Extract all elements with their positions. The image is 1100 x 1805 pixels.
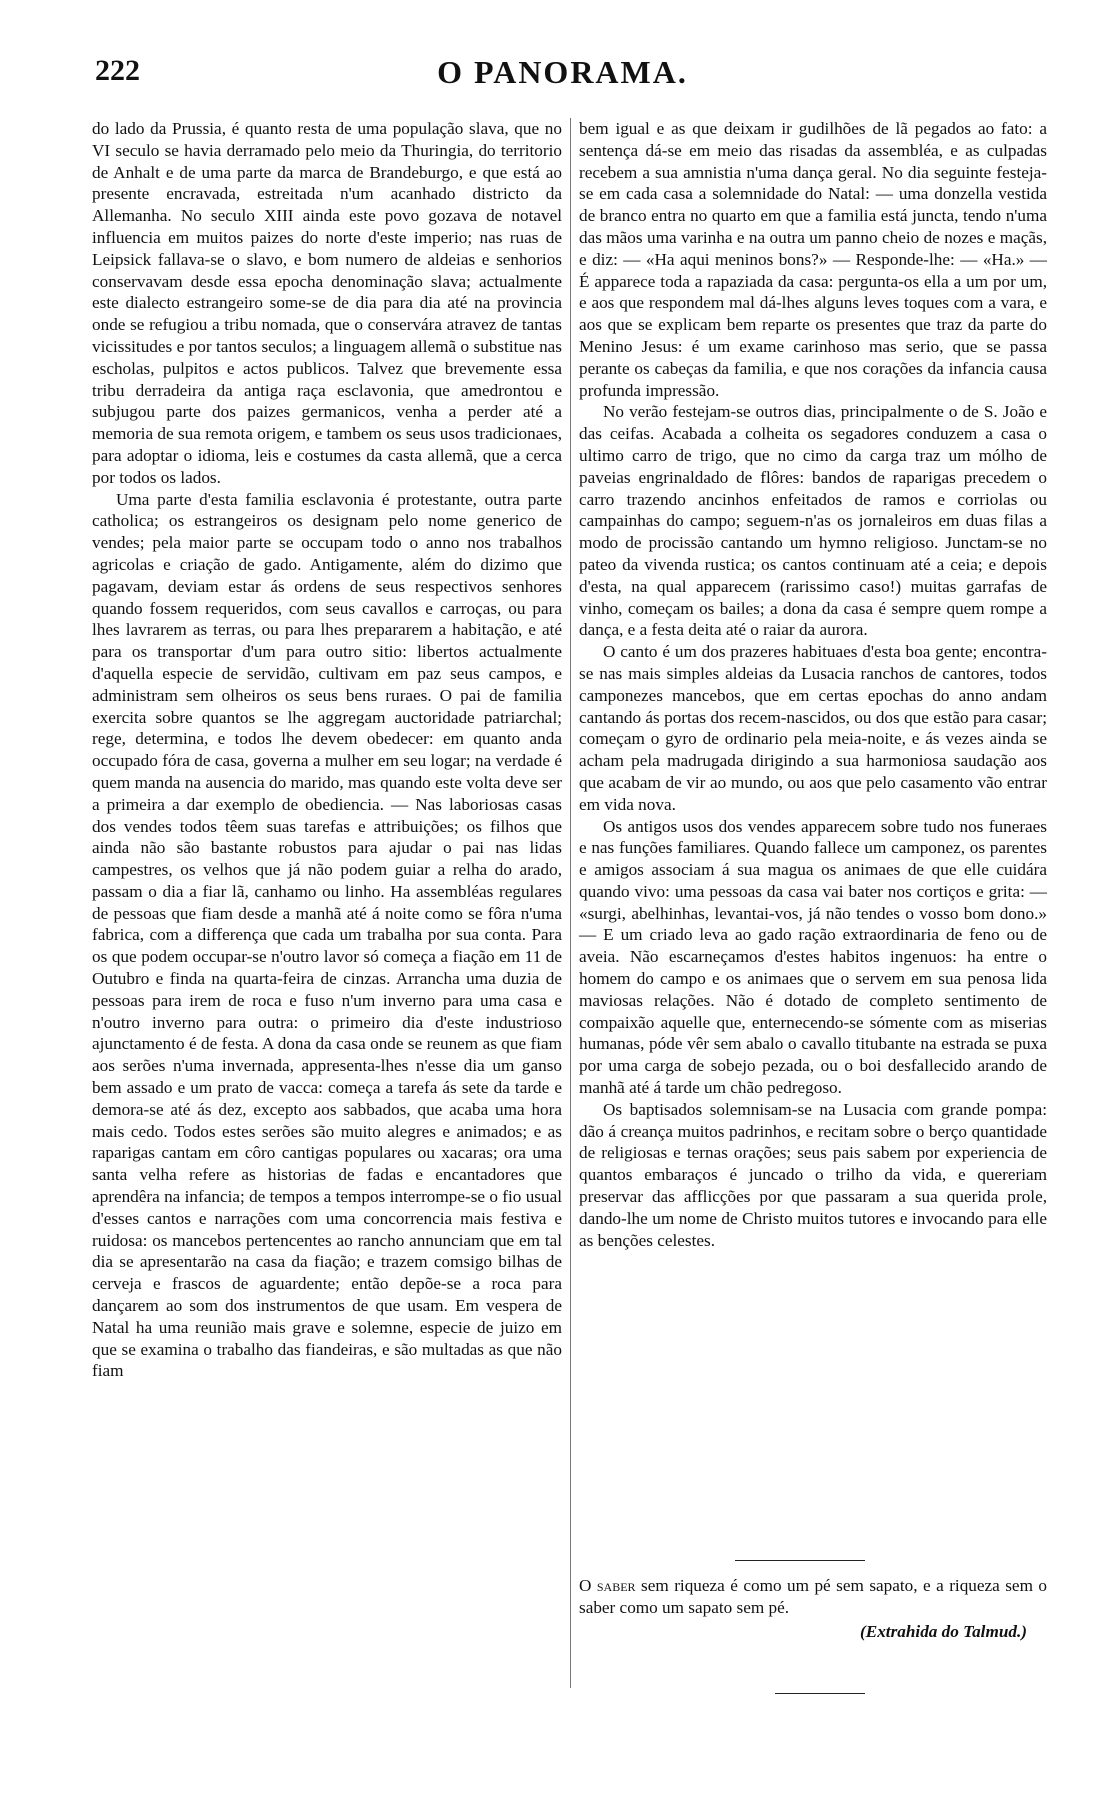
quote-body: sem riqueza é como um pé sem sapato, e a riqueza sem o saber como um sapato sem pé. [579,1576,1048,1617]
talmud-quote [579,1575,1047,1643]
left-column [92,118,562,1382]
separator-rule-bottom [775,1693,865,1694]
journal-title: O PANORAMA. [437,54,688,90]
column-divider [570,118,571,1688]
right-column [579,118,1047,1251]
page-number: 222 [95,54,140,87]
paragraph: do lado da Prussia, é quanto resta de uma população slava, que no VI seculo se havia derramado pelo meio da Thuringia, do territorio de Anhalt e de uma parte da marca de Brandeburgo, e que está ao presente encravada, estreitada n'um acanhado districto da Allemanha. No seculo XIII ainda este povo gozava de notavel influencia em muitos paizes do norte d'este imperio; nas ruas de Leipsick fallava-se o slavo, e bom numero de aldeias e senhorios conservavam desde essa epocha denominação slava; actualmente este dialecto estrangeiro some-se de dia para dia até na provincia onde se refugiou a tribu nomada, que o conservára atravez de tantas vicissitudes e por tantos seculos; a linguagem allemã o substitue nas escholas, pulpitos e actos publicos. Talvez que brevemente essa tribu derradeira da antiga raça esclavonia, que amedrontou e subjugou parte dos paizes germanicos, venha a perder até a memoria de sua remota origem, e tambem os seus usos tradicionaes, para adoptar o idioma, leis e costumes da casta allemã, que a cerca por todos os lados. [92,119,562,487]
paragraph: Uma parte d'esta familia esclavonia é protestante, outra parte catholica; os estrangeiros os designam pelo nome generico de vendes; pela maior parte se occupam todo o anno nos trabalhos agricolas e criação de gado. Antigamente, além do dizimo que pagavam, deviam estar ás ordens de seus respectivos senhores quando fossem requeridos, com seus cavallos e carroças, ou para lhes lavrarem as terras, ou para lhes prepararem a habitação, e até para os transportar d'um para outro sitio: libertos actualmente d'aquella especie de servidão, cultivam em paz seus campos, e administram sem olheiros os seus bens ruraes. O pai de familia exercita sobre quantos se lhe aggregam auctoridade patriarchal; rege, determina, e todos lhe devem obedecer: em quanto anda occupado fóra de casa, governa a mulher em seu logar; na verdade é quem manda na ausencia do marido, mas quando este volta deve ser a primeira a dar exemplo de obediencia. — Nas laboriosas casas dos vendes todos têem suas tarefas e attribuições; os filhos que ainda não são bastante robustos para ajudar o pai nas lidas campestres, os velhos que já não podem guiar a relha do arado, passam o dia a fiar lã, canhamo ou linho. Ha assembléas regulares de pessoas que fiam desde a manhã até á noite como se fôra n'uma fabrica, com a differença que cada um trabalha por sua conta. Para os que podem occupar-se n'outro lavor só começa a fiação em 11 de Outubro e finda na quarta-feira de cinzas. Arrancha uma duzia de pessoas para irem de roca e fuso n'um inverno para uma casa e n'outro inverno para outra: o primeiro dia d'este industrioso ajunctamento é de festa. A dona da casa onde se reunem as que fiam aos serões n'uma invernada, appresenta-lhes n'esse dia um ganso bem assado e um prato de vacca: começa a tarefa ás sete da tarde e demora-se até ás dez, excepto aos sabbados, que acaba uma hora mais cedo. Todos estes serões são muito alegres e animados; e as raparigas cantam em côro cantigas populares ou xacaras; ora uma santa velha refere as historias de fadas e encantadores que aprendêra na infancia; de tempos a tempos interrompe-se o fio usual d'esses cantos e narrações com uma concorrencia mais festiva e ruidosa: os mancebos pertencentes ao rancho annunciam que em tal dia se apresentarão na casa da fiação; e trazem comsigo bilhas de cerveja e frascos de aguardente; então depõe-se a roca para dançarem ao som dos instrumentos de que usam. Em vespera de Natal ha uma reunião mais grave e solemne, especie de juizo em que se examina o trabalho das fiandeiras, e são multadas as que não fiam [92,489,562,1381]
paragraph: bem igual e as que deixam ir gudilhões de lã pegados ao fato: a sentença dá-se em meio das risadas da assembléa, e as culpadas recebem a sua amnistia n'uma dança geral. No dia seguinte festeja-se em cada casa a solemnidade do Natal: — uma donzella vestida de branco entra no quarto em que a familia está juncta, tendo n'uma das mãos uma varinha e na outra um panno cheio de nozes e maçãs, e diz: — «Ha aqui meninos bons?» — Responde-lhe: — «Ha.» — É apparece toda a rapaziada da casa: pergunta-os ella a um por um, e aos que respondem mal dá-lhes alguns leves toques com a vara, e aos que se explicam bem reparte os presentes que traz da parte do Menino Jesus: é um exame carinhoso mas serio, que se passa perante os cabeças da familia, e que nos corações da infancia causa profunda impressão. [579,119,1047,400]
quote-source: (Extrahida do Talmud.) [860,1622,1027,1641]
page-header [95,50,1030,90]
paragraph: O canto é um dos prazeres habituaes d'esta boa gente; encontra-se nas mais simples aldeias da Lusacia ranchos de cantores, todos camponezes mancebos, que em certas epochas do anno andam cantando ás portas dos recem-nascidos, ou dos que estão para casar; começam o gyro de ordinario pela meia-noite, e ás vezes ainda se acham pela madrugada dirigindo a sua harmoniosa saudação aos que acabam de vir ao mundo, ou aos que pelo casamento vão entrar em vida nova. [579,642,1047,814]
separator-rule-top [735,1560,865,1561]
paragraph: Os antigos usos dos vendes apparecem sobre tudo nos funeraes e nas funções familiares. Quando fallece um camponez, os parentes e amigos associam á sua magua os animaes de que elle cuidára quando vivo: uma pessoas da casa vai bater nos cortiços e grita: — «surgi, abelhinhas, levantai-vos, já não tendes o vosso bom dono.» — E um criado leva ao gado ração extraordinaria de feno ou de aveia. Não escarneçamos d'estes habitos ingenuos: ha entre o homem do campo e os animaes que o servem em sua penosa lida maviosas relações. Não é dotado de completo sentimento de compaixão aquelle que, enternecendo-se sómente com as miserias humanas, póde vêr sem abalo o cavallo titubante na estrada se puxa por uma carga de sobejo pezada, ou o boi desfallecido arando de manhã até á tarde um chão pedregoso. [579,816,1047,1098]
paragraph: Os baptisados solemnisam-se na Lusacia com grande pompa: dão á creança muitos padrinhos, e recitam sobre o berço quantidade de religiosas e ternas orações; seus pais sabem por experiencia de quantos embaraços é juncado o trilho da vida, e quereriam preservar das afflicções por que passaram a sua querida prole, dando-lhe um nome de Christo muitos tutores e invocando para elle as benções celestes. [579,1099,1047,1250]
quote-lead: O saber [579,1576,636,1595]
quote-text [579,1575,1047,1619]
paragraph: No verão festejam-se outros dias, principalmente o de S. João e das ceifas. Acabada a colheita os segadores conduzem a casa o ultimo carro de trigo, que no cimo da carga traz um mólho de paveias engrinaldado de flôres: bandos de raparigas precedem o carro trazendo ancinhos enfeitados de ramos e corriolas ou campainhas do campo; seguem-n'as os jornaleiros em duas filas a modo de procissão cantando um hymno religioso. Junctam-se no pateo da vivenda rustica; os cantos continuam até a ceia; e depois d'esta, na qual apparecem (rarissimo caso!) muitas garrafas de vinho, começam os bailes; a dona da casa é sempre quem rompe a dança, e a festa deita até o raiar da aurora. [579,402,1047,640]
